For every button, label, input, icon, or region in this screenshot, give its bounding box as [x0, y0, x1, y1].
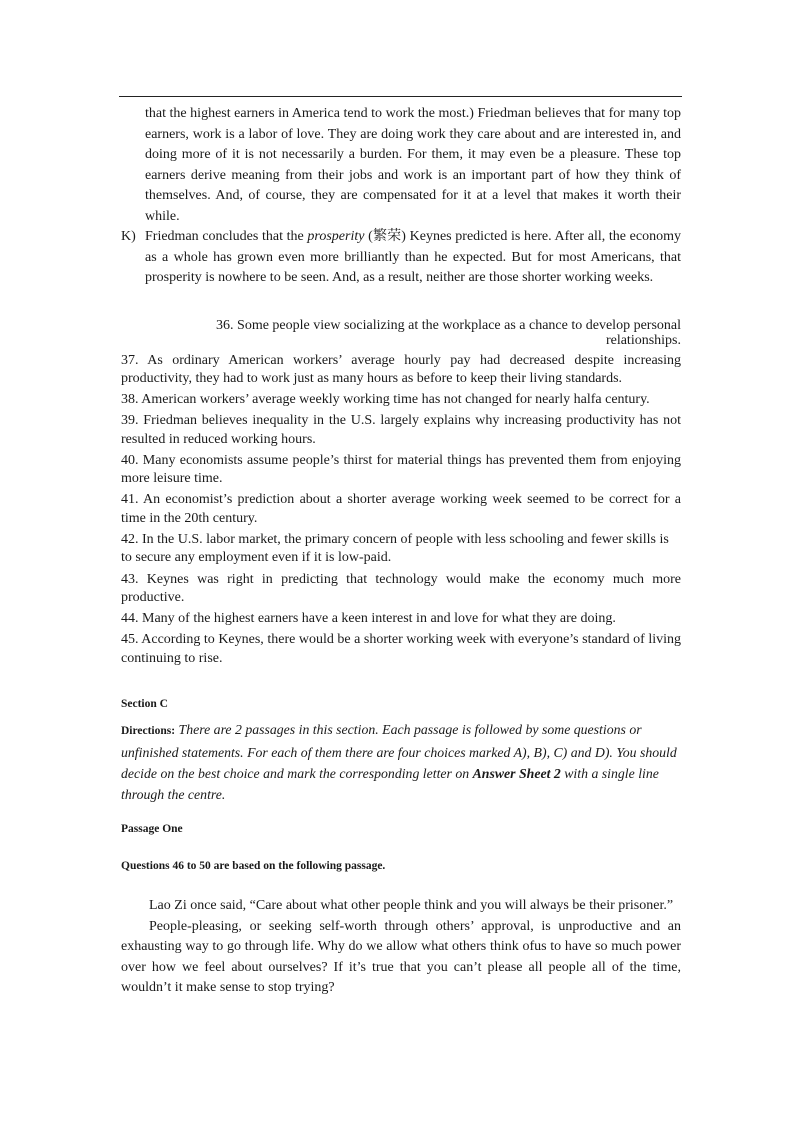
- paragraph-k-after: Keynes predicted is here. After all, the economy as a whole has grown even more brilliantly than he expected. But for most Americans, that prosperity is nowhere to be seen. And, as a result, neither are those shorter working weeks.: [145, 229, 681, 285]
- question-37: 37. As ordinary American workers’ average hourly pay had decreased despite increasing productivity, they had to work just as many hours as before to keep their living standards.: [121, 352, 681, 386]
- paragraph-k-gloss: (繁荣): [364, 229, 406, 244]
- paragraph-k: [121, 227, 681, 289]
- question-38: 38. American workers’ average weekly working time has not changed for nearly halfa century.: [121, 392, 650, 408]
- directions-text-1: There are 2 passages in this section. Each passage is followed by some questions or unfinished statements. For each of them there are four choices marked A), B), C) and D). You should decide on the best choice and mark the corresponding letter on: [121, 722, 677, 782]
- question-42: 42. In the U.S. labor market, the primary concern of people with less schooling and fewer skills is to secure any employment even if it is low-paid.: [121, 531, 669, 566]
- question-43: 43. Keynes was right in predicting that technology would make the economy much more productive.: [121, 571, 681, 606]
- question-41: 41. An economist’s prediction about a shorter average working week seemed to be correct for a time in the 20th century.: [121, 492, 681, 526]
- section-c-heading: Section C: [121, 698, 168, 711]
- question-44: 44. Many of the highest earners have a keen interest in and love for what they are doing.: [121, 611, 616, 627]
- question-39: 39. Friedman believes inequality in the U.S. largely explains why increasing productivity has not resulted in reduced working hours.: [121, 413, 681, 447]
- section-c-directions: [121, 719, 681, 805]
- document-page: [121, 104, 681, 999]
- question-36: 36. Some people view socializing at the workplace as a chance to develop personal relationships.: [216, 317, 681, 348]
- question-45: 45. According to Keynes, there would be a shorter working week with everyone’s standard of living continuing to rise.: [121, 632, 681, 666]
- header-rule: [119, 96, 682, 97]
- paragraph-k-before: Friedman concludes that the: [145, 229, 308, 244]
- answer-sheet-ref: Answer Sheet 2: [472, 766, 561, 782]
- paragraph-j-continued: that the highest earners in America tend to work the most.) Friedman believes that for many top earners, work is a labor of love. They are doing work they care about and are interested in, and doing more of it is not necessarily a burden. For them, it may even be a pleasure. These top earners derive meaning from their jobs and work is an important part of how they think of themselves. And, of course, they are compensated for it at a level that makes it worth their while.: [145, 106, 681, 224]
- passage-paragraph-2: People-pleasing, or seeking self-worth through others’ approval, is unproductive and an exhausting way to go through life. Why do we allow what others think ofus to have so much power over how we feel about ourselves? If it’s true that you can’t please all people all of the time, wouldn’t it make sense to stop trying?: [121, 918, 681, 996]
- questions-reference: Questions 46 to 50 are based on the following passage.: [121, 860, 386, 873]
- passage-one-heading: Passage One: [121, 823, 183, 836]
- paragraph-k-label: K): [121, 229, 136, 244]
- paragraph-k-italic: prosperity: [307, 229, 365, 244]
- directions-label: Directions:: [121, 725, 176, 738]
- question-40: 40. Many economists assume people’s thirst for material things has prevented them from enjoying more leisure time.: [121, 452, 681, 487]
- paragraph-k-text: [145, 227, 681, 289]
- passage-paragraph-1: Lao Zi once said, “Care about what other people think and you will always be their prisoner.”: [149, 898, 674, 914]
- directions-text-2: with a single line through the centre.: [121, 766, 659, 803]
